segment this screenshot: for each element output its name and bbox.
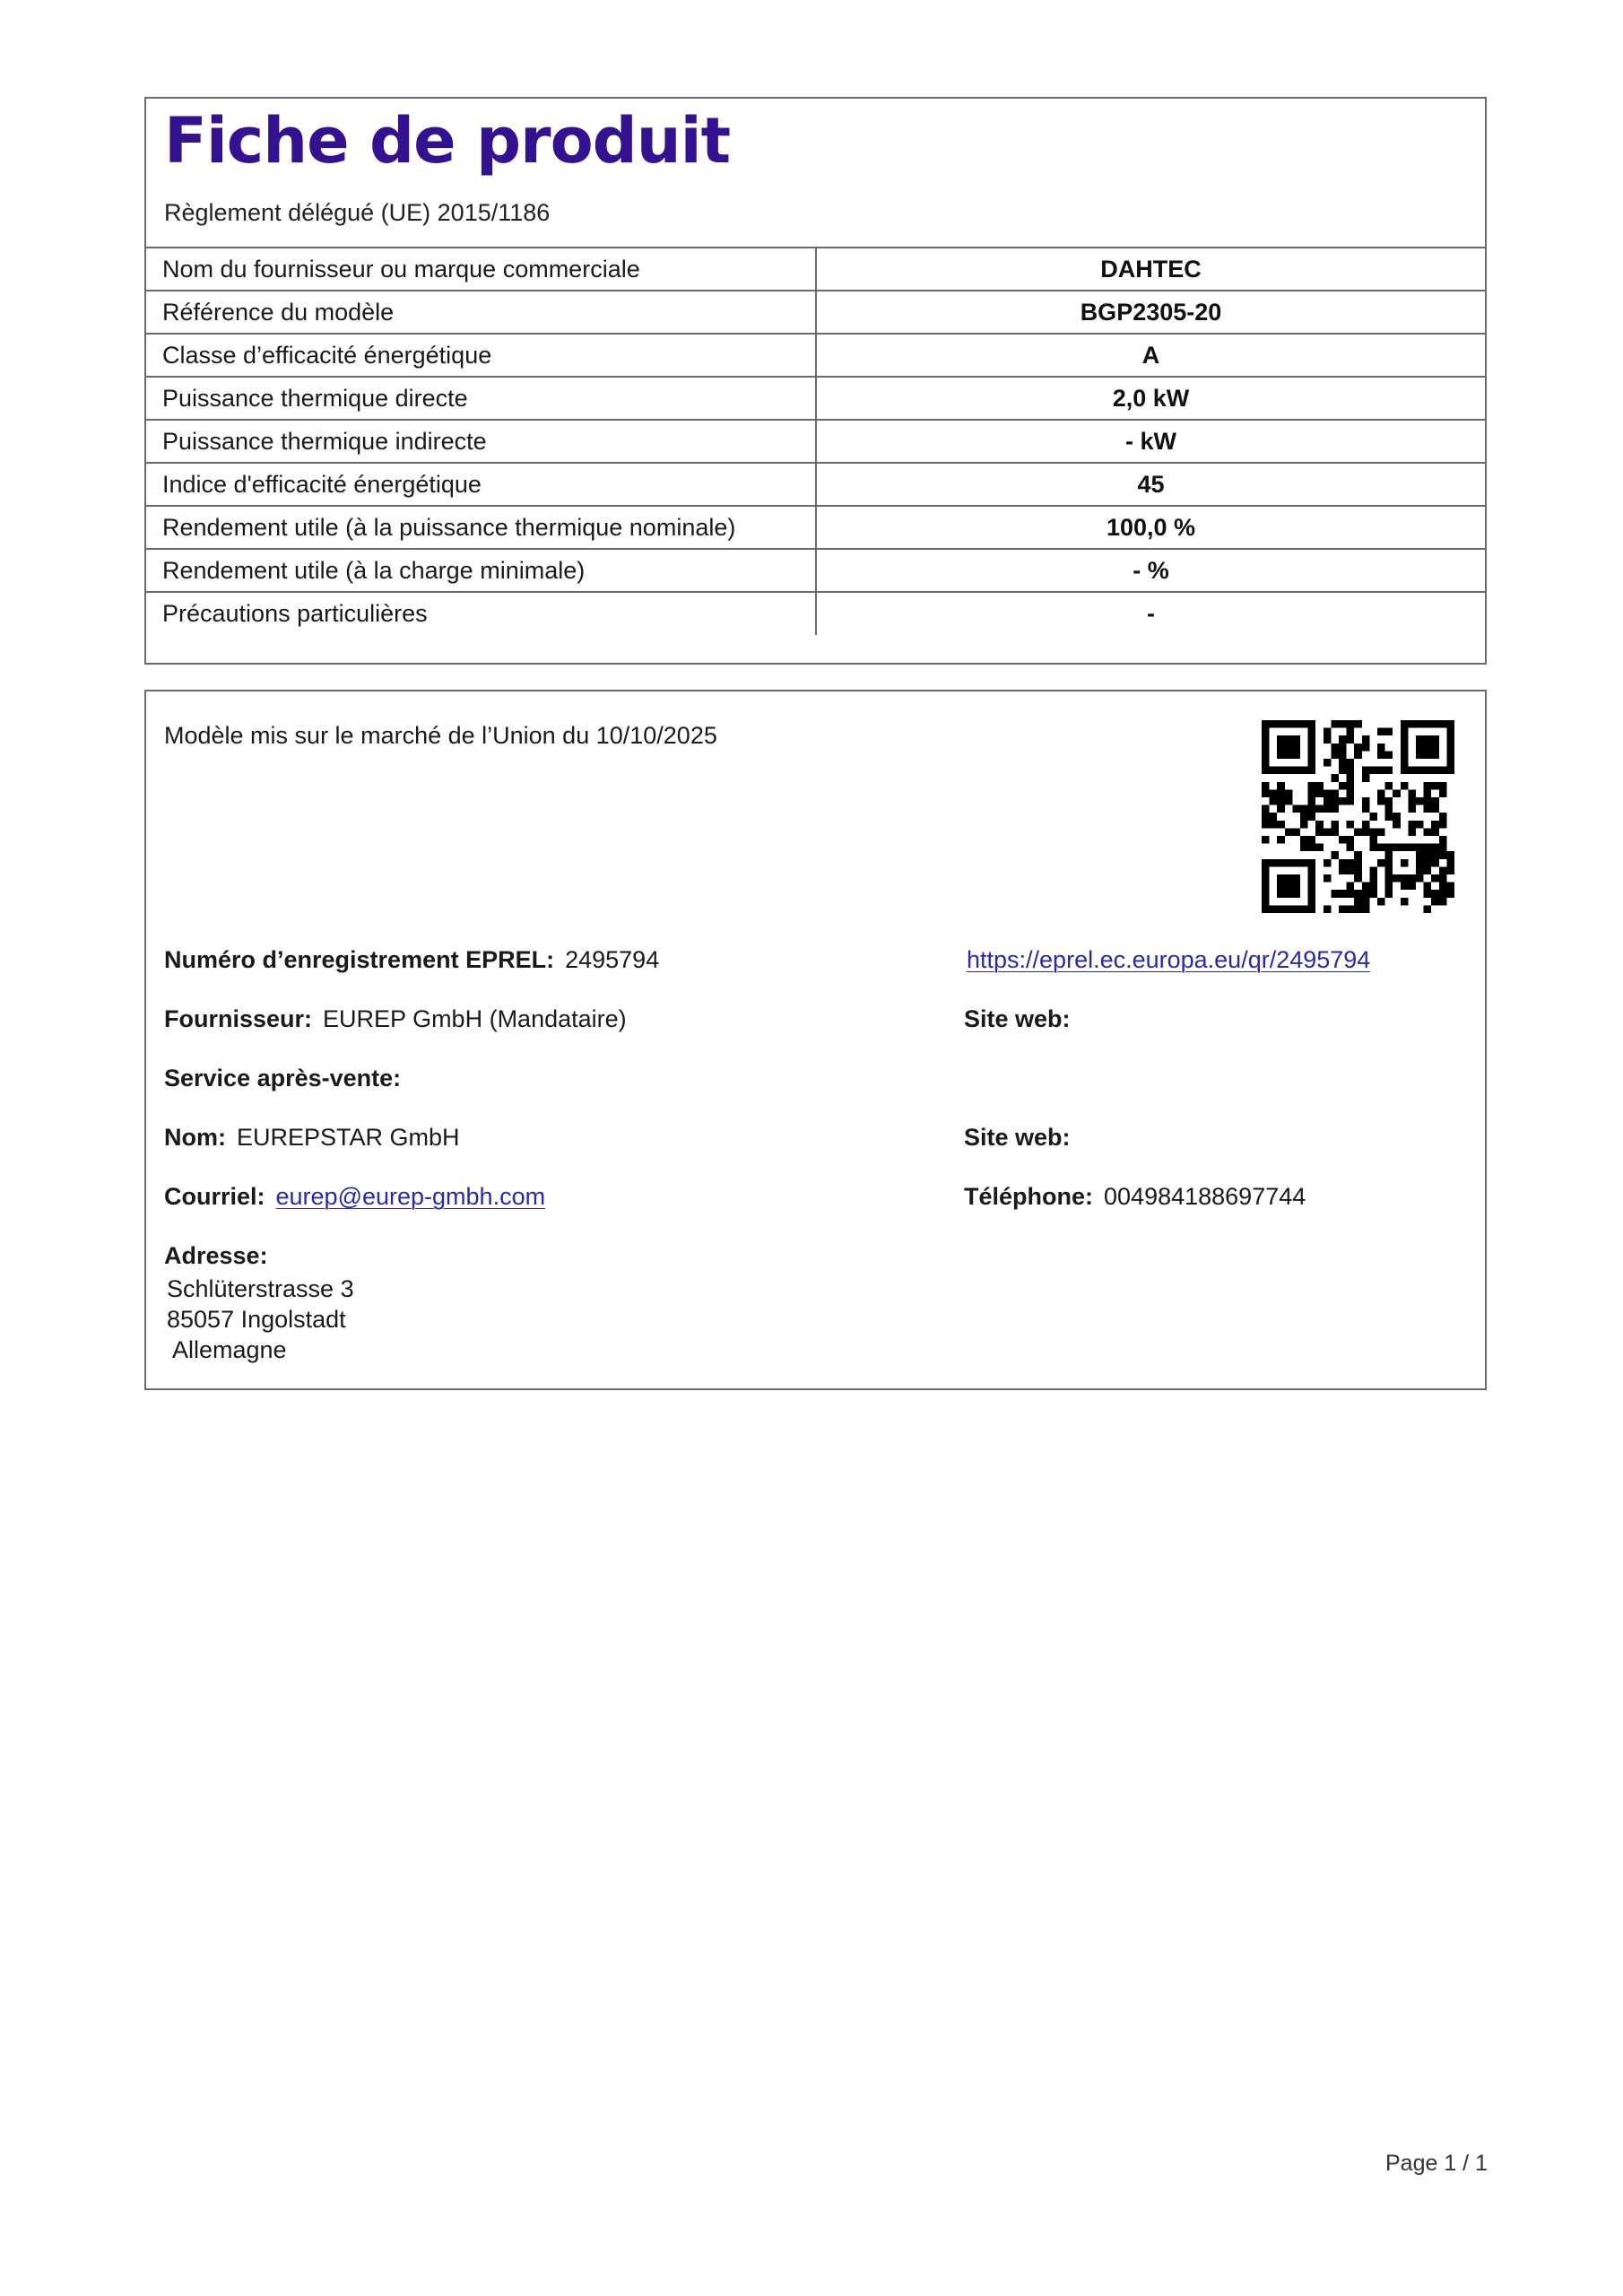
spec-value: - kW [816, 420, 1486, 463]
spec-value: 100,0 % [816, 506, 1486, 549]
address-label: Adresse: [164, 1242, 268, 1269]
service-email-line [164, 1183, 545, 1211]
spec-label: Précautions particulières [145, 592, 816, 635]
spec-label: Référence du modèle [145, 291, 816, 334]
spec-value: - [816, 592, 1486, 635]
spec-label: Nom du fournisseur ou marque commerciale [145, 248, 816, 291]
spec-label: Rendement utile (à la charge minimale) [145, 549, 816, 592]
spec-row [145, 420, 1486, 463]
spec-table [144, 247, 1487, 635]
spec-label: Indice d'efficacité énergétique [145, 463, 816, 506]
eprel-url-container [967, 946, 1370, 974]
service-email-label: Courriel: [164, 1183, 265, 1210]
spec-row [145, 291, 1486, 334]
service-phone-value: 004984188697744 [1104, 1183, 1306, 1210]
address-line-3: Allemagne [172, 1336, 287, 1363]
spec-value: A [816, 334, 1486, 377]
service-website-label: Site web: [964, 1124, 1071, 1151]
spec-row [145, 463, 1486, 506]
spec-value: 2,0 kW [816, 377, 1486, 420]
market-date-text: Modèle mis sur le marché de l’Union du 10/10/2025 [164, 722, 717, 749]
eprel-number: 2495794 [565, 946, 660, 973]
regulation-reference: Règlement délégué (UE) 2015/1186 [164, 199, 551, 226]
service-name-label: Nom: [164, 1124, 226, 1151]
spec-row [145, 592, 1486, 635]
supplier-value: EUREP GmbH (Mandataire) [323, 1005, 627, 1032]
supplier-label: Fournisseur: [164, 1005, 313, 1032]
spec-label: Puissance thermique indirecte [145, 420, 816, 463]
service-phone-label: Téléphone: [964, 1183, 1094, 1210]
address-line-2: 85057 Ingolstadt [167, 1306, 346, 1333]
spec-row [145, 506, 1486, 549]
spec-row [145, 377, 1486, 420]
service-heading [164, 1065, 412, 1092]
supplier-website [964, 1005, 1081, 1033]
service-name-value: EUREPSTAR GmbH [237, 1124, 460, 1151]
eprel-url-link[interactable]: https://eprel.ec.europa.eu/qr/2495794 [967, 946, 1371, 973]
service-phone-line [964, 1183, 1306, 1211]
address-block [164, 1242, 354, 1364]
spec-row [145, 549, 1486, 592]
eprel-registration [164, 946, 659, 974]
spec-value: BGP2305-20 [816, 291, 1486, 334]
supplier-line [164, 1005, 627, 1033]
registration-box [144, 690, 1487, 1390]
spec-label: Classe d’efficacité énergétique [145, 334, 816, 377]
product-sheet-header-box [144, 97, 1487, 665]
service-name-line [164, 1124, 460, 1152]
service-email-link[interactable]: eurep@eurep-gmbh.com [275, 1183, 546, 1210]
supplier-website-label: Site web: [964, 1005, 1071, 1032]
spec-value: DAHTEC [816, 248, 1486, 291]
spec-row [145, 334, 1486, 377]
page-title: Fiche de produit [164, 104, 731, 178]
spec-value: - % [816, 549, 1486, 592]
service-website [964, 1124, 1081, 1152]
spec-row [145, 248, 1486, 291]
qr-code-icon[interactable] [1262, 720, 1454, 913]
spec-value: 45 [816, 463, 1486, 506]
address-line-1: Schlüterstrasse 3 [167, 1275, 354, 1302]
spec-label: Rendement utile (à la puissance thermique nominale) [145, 506, 816, 549]
spec-label: Puissance thermique directe [145, 377, 816, 420]
service-heading-label: Service après-vente: [164, 1065, 402, 1091]
page-number: Page 1 / 1 [1385, 2151, 1488, 2176]
eprel-label: Numéro d’enregistrement EPREL: [164, 946, 555, 973]
